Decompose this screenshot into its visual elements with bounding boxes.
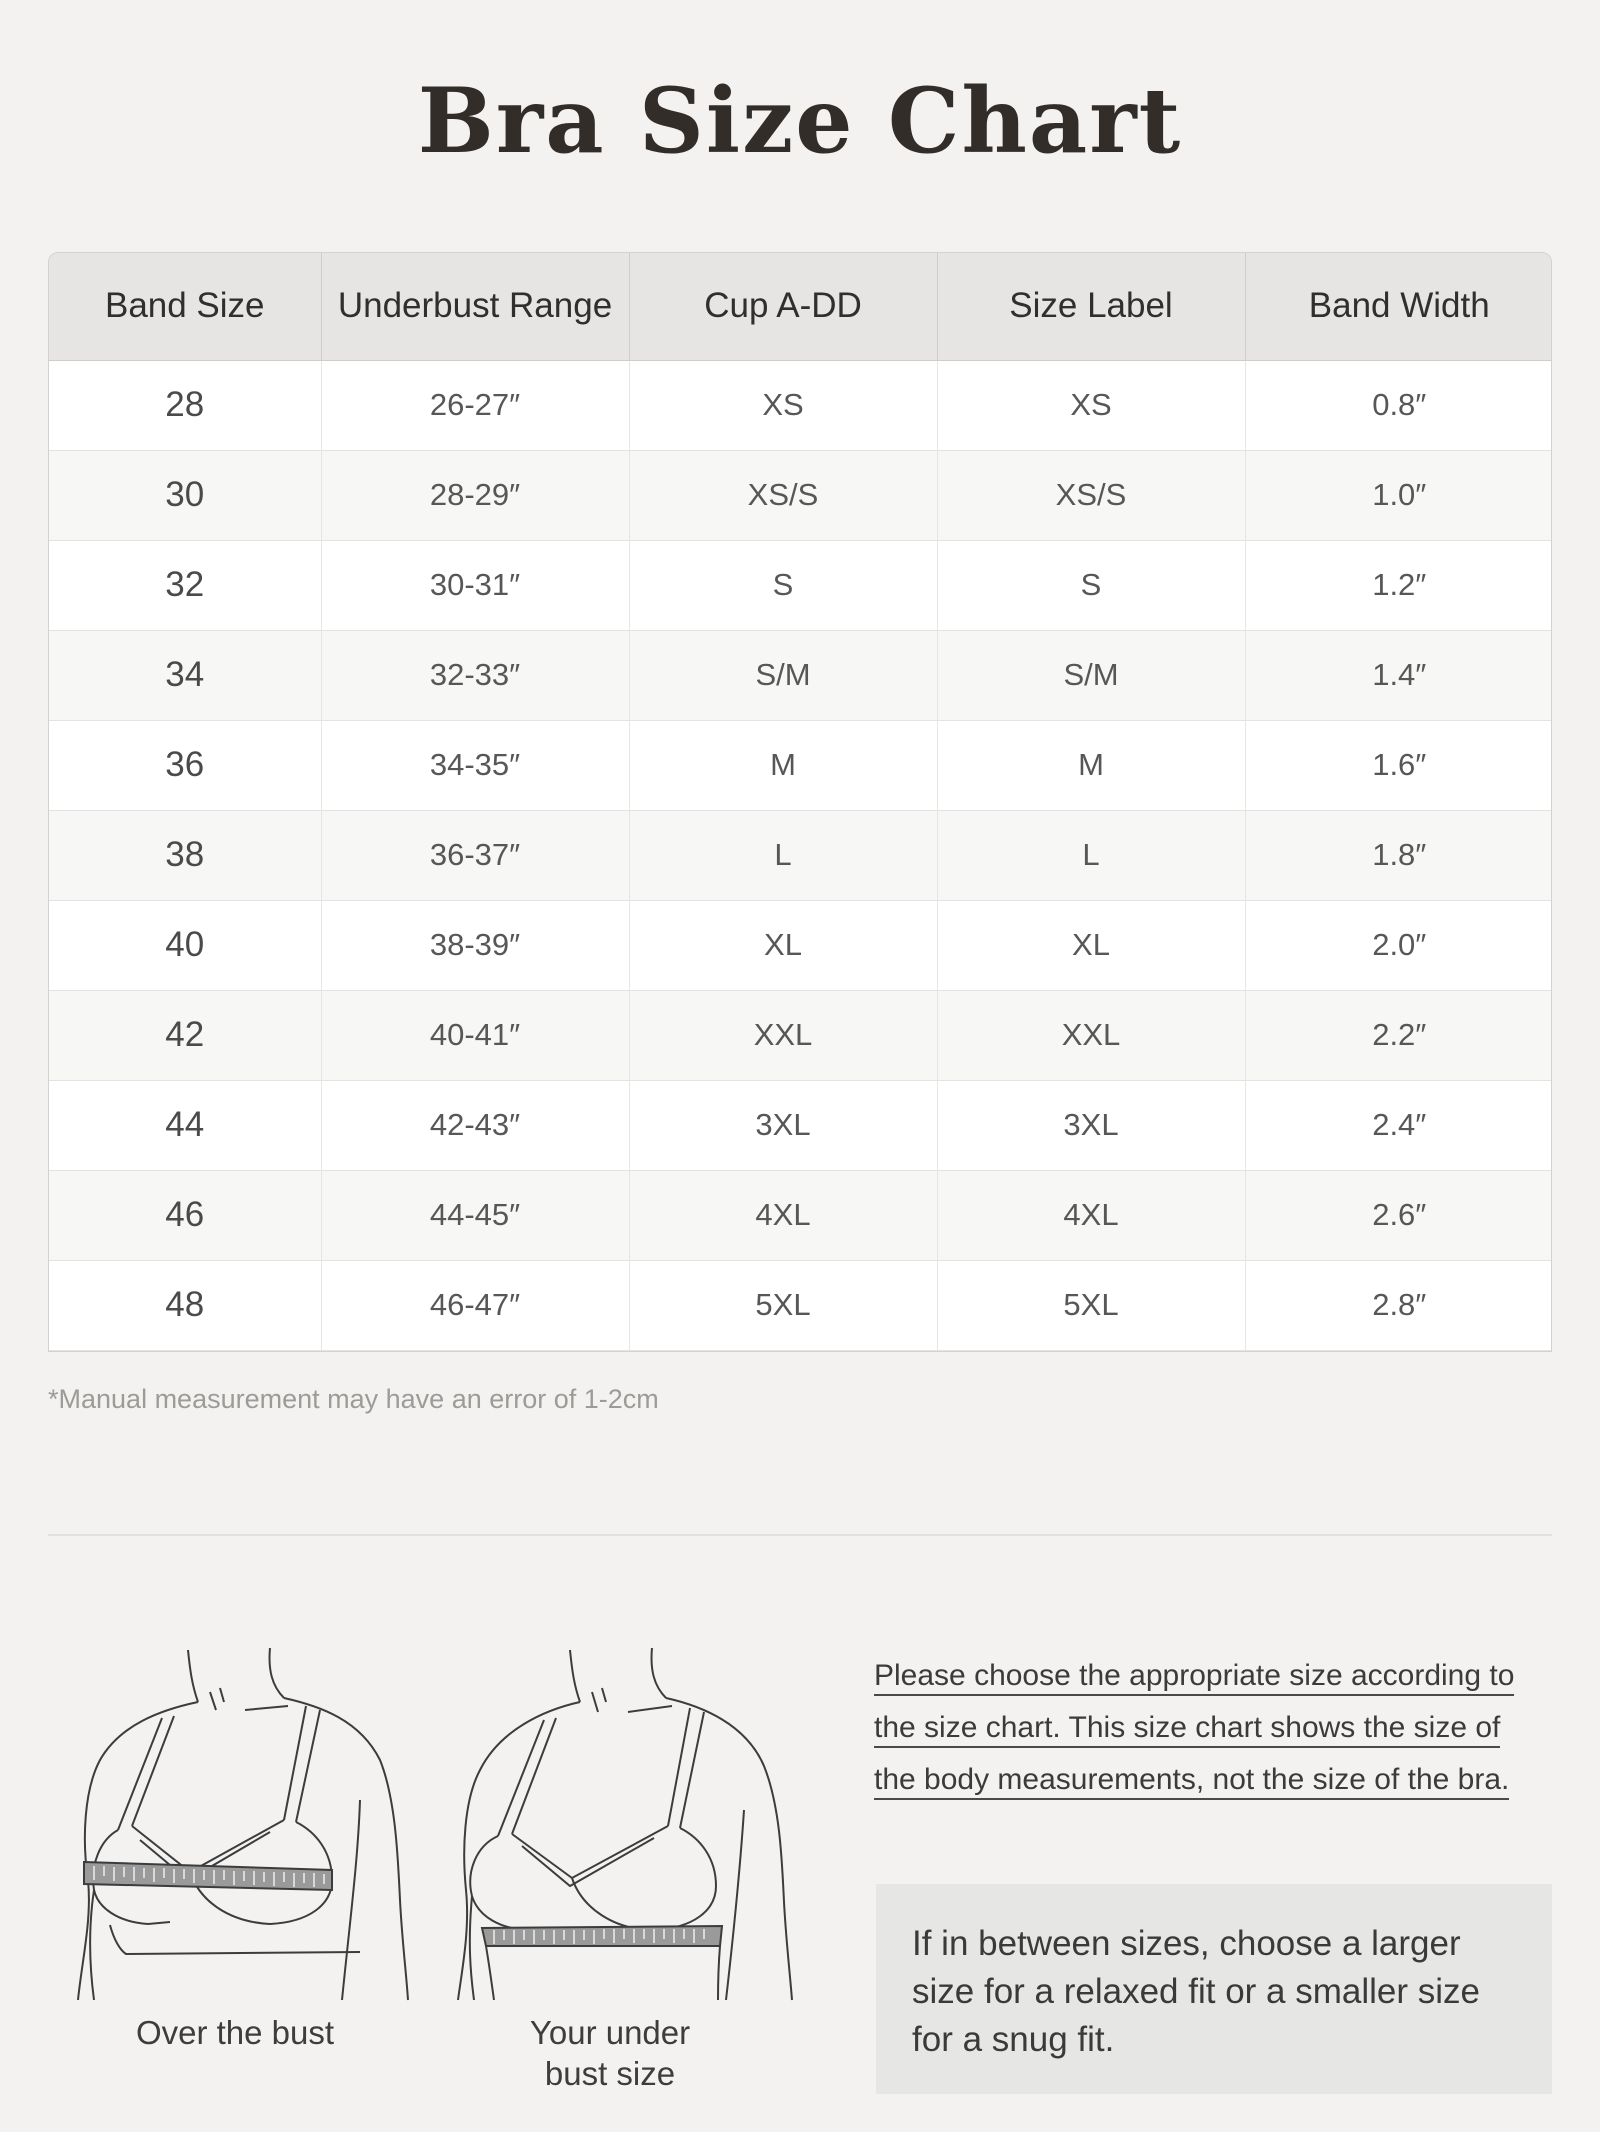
cell-band-width: 1.6″: [1245, 720, 1552, 810]
section-divider: [48, 1534, 1552, 1536]
table-body: [49, 360, 1552, 1350]
cell-band-size: 28: [49, 360, 321, 450]
cell-band-size: 36: [49, 720, 321, 810]
cell-underbust-range: 40-41″: [321, 990, 629, 1080]
under-bust-label-line2: bust size: [544, 2055, 676, 2092]
cell-cup: L: [629, 810, 937, 900]
cell-cup: S/M: [629, 630, 937, 720]
cell-underbust-range: 34-35″: [321, 720, 629, 810]
cell-band-width: 1.2″: [1245, 540, 1552, 630]
header-band-width: Band Width: [1245, 253, 1552, 360]
table-row: [49, 810, 1552, 900]
table-row: [49, 720, 1552, 810]
size-instruction: [874, 1650, 1554, 1806]
cell-band-width: 2.8″: [1245, 1260, 1552, 1350]
cell-band-width: 2.2″: [1245, 990, 1552, 1080]
cell-size-label: 3XL: [937, 1080, 1245, 1170]
cell-band-width: 0.8″: [1245, 360, 1552, 450]
header-cup: Cup A-DD: [629, 253, 937, 360]
table-row: [49, 1080, 1552, 1170]
cell-cup: 5XL: [629, 1260, 937, 1350]
cell-cup: M: [629, 720, 937, 810]
fit-tip-text: If in between sizes, choose a larger size for a relaxed fit or a smaller size for a snug fit.: [912, 1924, 1480, 2059]
cell-size-label: XXL: [937, 990, 1245, 1080]
header-band-size: Band Size: [49, 253, 321, 360]
cell-size-label: 5XL: [937, 1260, 1245, 1350]
cell-underbust-range: 26-27″: [321, 360, 629, 450]
cell-underbust-range: 36-37″: [321, 810, 629, 900]
table-header-row: [49, 253, 1552, 360]
table-row: [49, 540, 1552, 630]
cell-size-label: S/M: [937, 630, 1245, 720]
cell-band-width: 1.4″: [1245, 630, 1552, 720]
cell-band-size: 38: [49, 810, 321, 900]
cell-band-size: 48: [49, 1260, 321, 1350]
cell-band-size: 34: [49, 630, 321, 720]
table-row: [49, 900, 1552, 990]
table-row: [49, 450, 1552, 540]
cell-size-label: XL: [937, 900, 1245, 990]
cell-cup: S: [629, 540, 937, 630]
cell-underbust-range: 42-43″: [321, 1080, 629, 1170]
instruction-line-2: the size chart. This size chart shows the size of: [874, 1711, 1500, 1748]
cell-cup: XXL: [629, 990, 937, 1080]
cell-size-label: L: [937, 810, 1245, 900]
header-size-label: Size Label: [937, 253, 1245, 360]
cell-cup: XS/S: [629, 450, 937, 540]
cell-band-size: 44: [49, 1080, 321, 1170]
cell-underbust-range: 32-33″: [321, 630, 629, 720]
cell-band-size: 46: [49, 1170, 321, 1260]
cell-band-size: 40: [49, 900, 321, 990]
size-table: [49, 253, 1552, 1351]
over-bust-illustration: [70, 1640, 420, 2010]
cell-size-label: S: [937, 540, 1245, 630]
under-bust-illustration: [452, 1640, 802, 2010]
cell-underbust-range: 30-31″: [321, 540, 629, 630]
instruction-line-1: Please choose the appropriate size according to: [874, 1659, 1514, 1696]
under-bust-label-line1: Your under: [529, 2014, 691, 2051]
table-row: [49, 630, 1552, 720]
table-row: [49, 990, 1552, 1080]
page-title: Bra Size Chart: [417, 68, 1183, 174]
over-bust-label: Over the bust: [135, 2014, 335, 2051]
under-bust-label: [470, 2012, 750, 2094]
cell-band-width: 1.8″: [1245, 810, 1552, 900]
cell-size-label: XS/S: [937, 450, 1245, 540]
table-row: [49, 1170, 1552, 1260]
cell-band-width: 2.4″: [1245, 1080, 1552, 1170]
cell-band-width: 2.6″: [1245, 1170, 1552, 1260]
cell-cup: 3XL: [629, 1080, 937, 1170]
cell-underbust-range: 44-45″: [321, 1170, 629, 1260]
cell-band-size: 30: [49, 450, 321, 540]
cell-size-label: XS: [937, 360, 1245, 450]
cell-band-size: 32: [49, 540, 321, 630]
cell-cup: XL: [629, 900, 937, 990]
cell-size-label: 4XL: [937, 1170, 1245, 1260]
header-underbust-range: Underbust Range: [321, 253, 629, 360]
cell-band-size: 42: [49, 990, 321, 1080]
cell-band-width: 1.0″: [1245, 450, 1552, 540]
cell-underbust-range: 38-39″: [321, 900, 629, 990]
cell-underbust-range: 28-29″: [321, 450, 629, 540]
cell-cup: XS: [629, 360, 937, 450]
fit-tip-box: [876, 1884, 1552, 2094]
instruction-line-3: the body measurements, not the size of the bra.: [874, 1763, 1509, 1800]
measurement-note: *Manual measurement may have an error of 1-2cm: [48, 1384, 659, 1414]
table-row: [49, 360, 1552, 450]
cell-band-width: 2.0″: [1245, 900, 1552, 990]
table-row: [49, 1260, 1552, 1350]
cell-underbust-range: 46-47″: [321, 1260, 629, 1350]
cell-size-label: M: [937, 720, 1245, 810]
cell-cup: 4XL: [629, 1170, 937, 1260]
size-table-container: [48, 252, 1552, 1352]
